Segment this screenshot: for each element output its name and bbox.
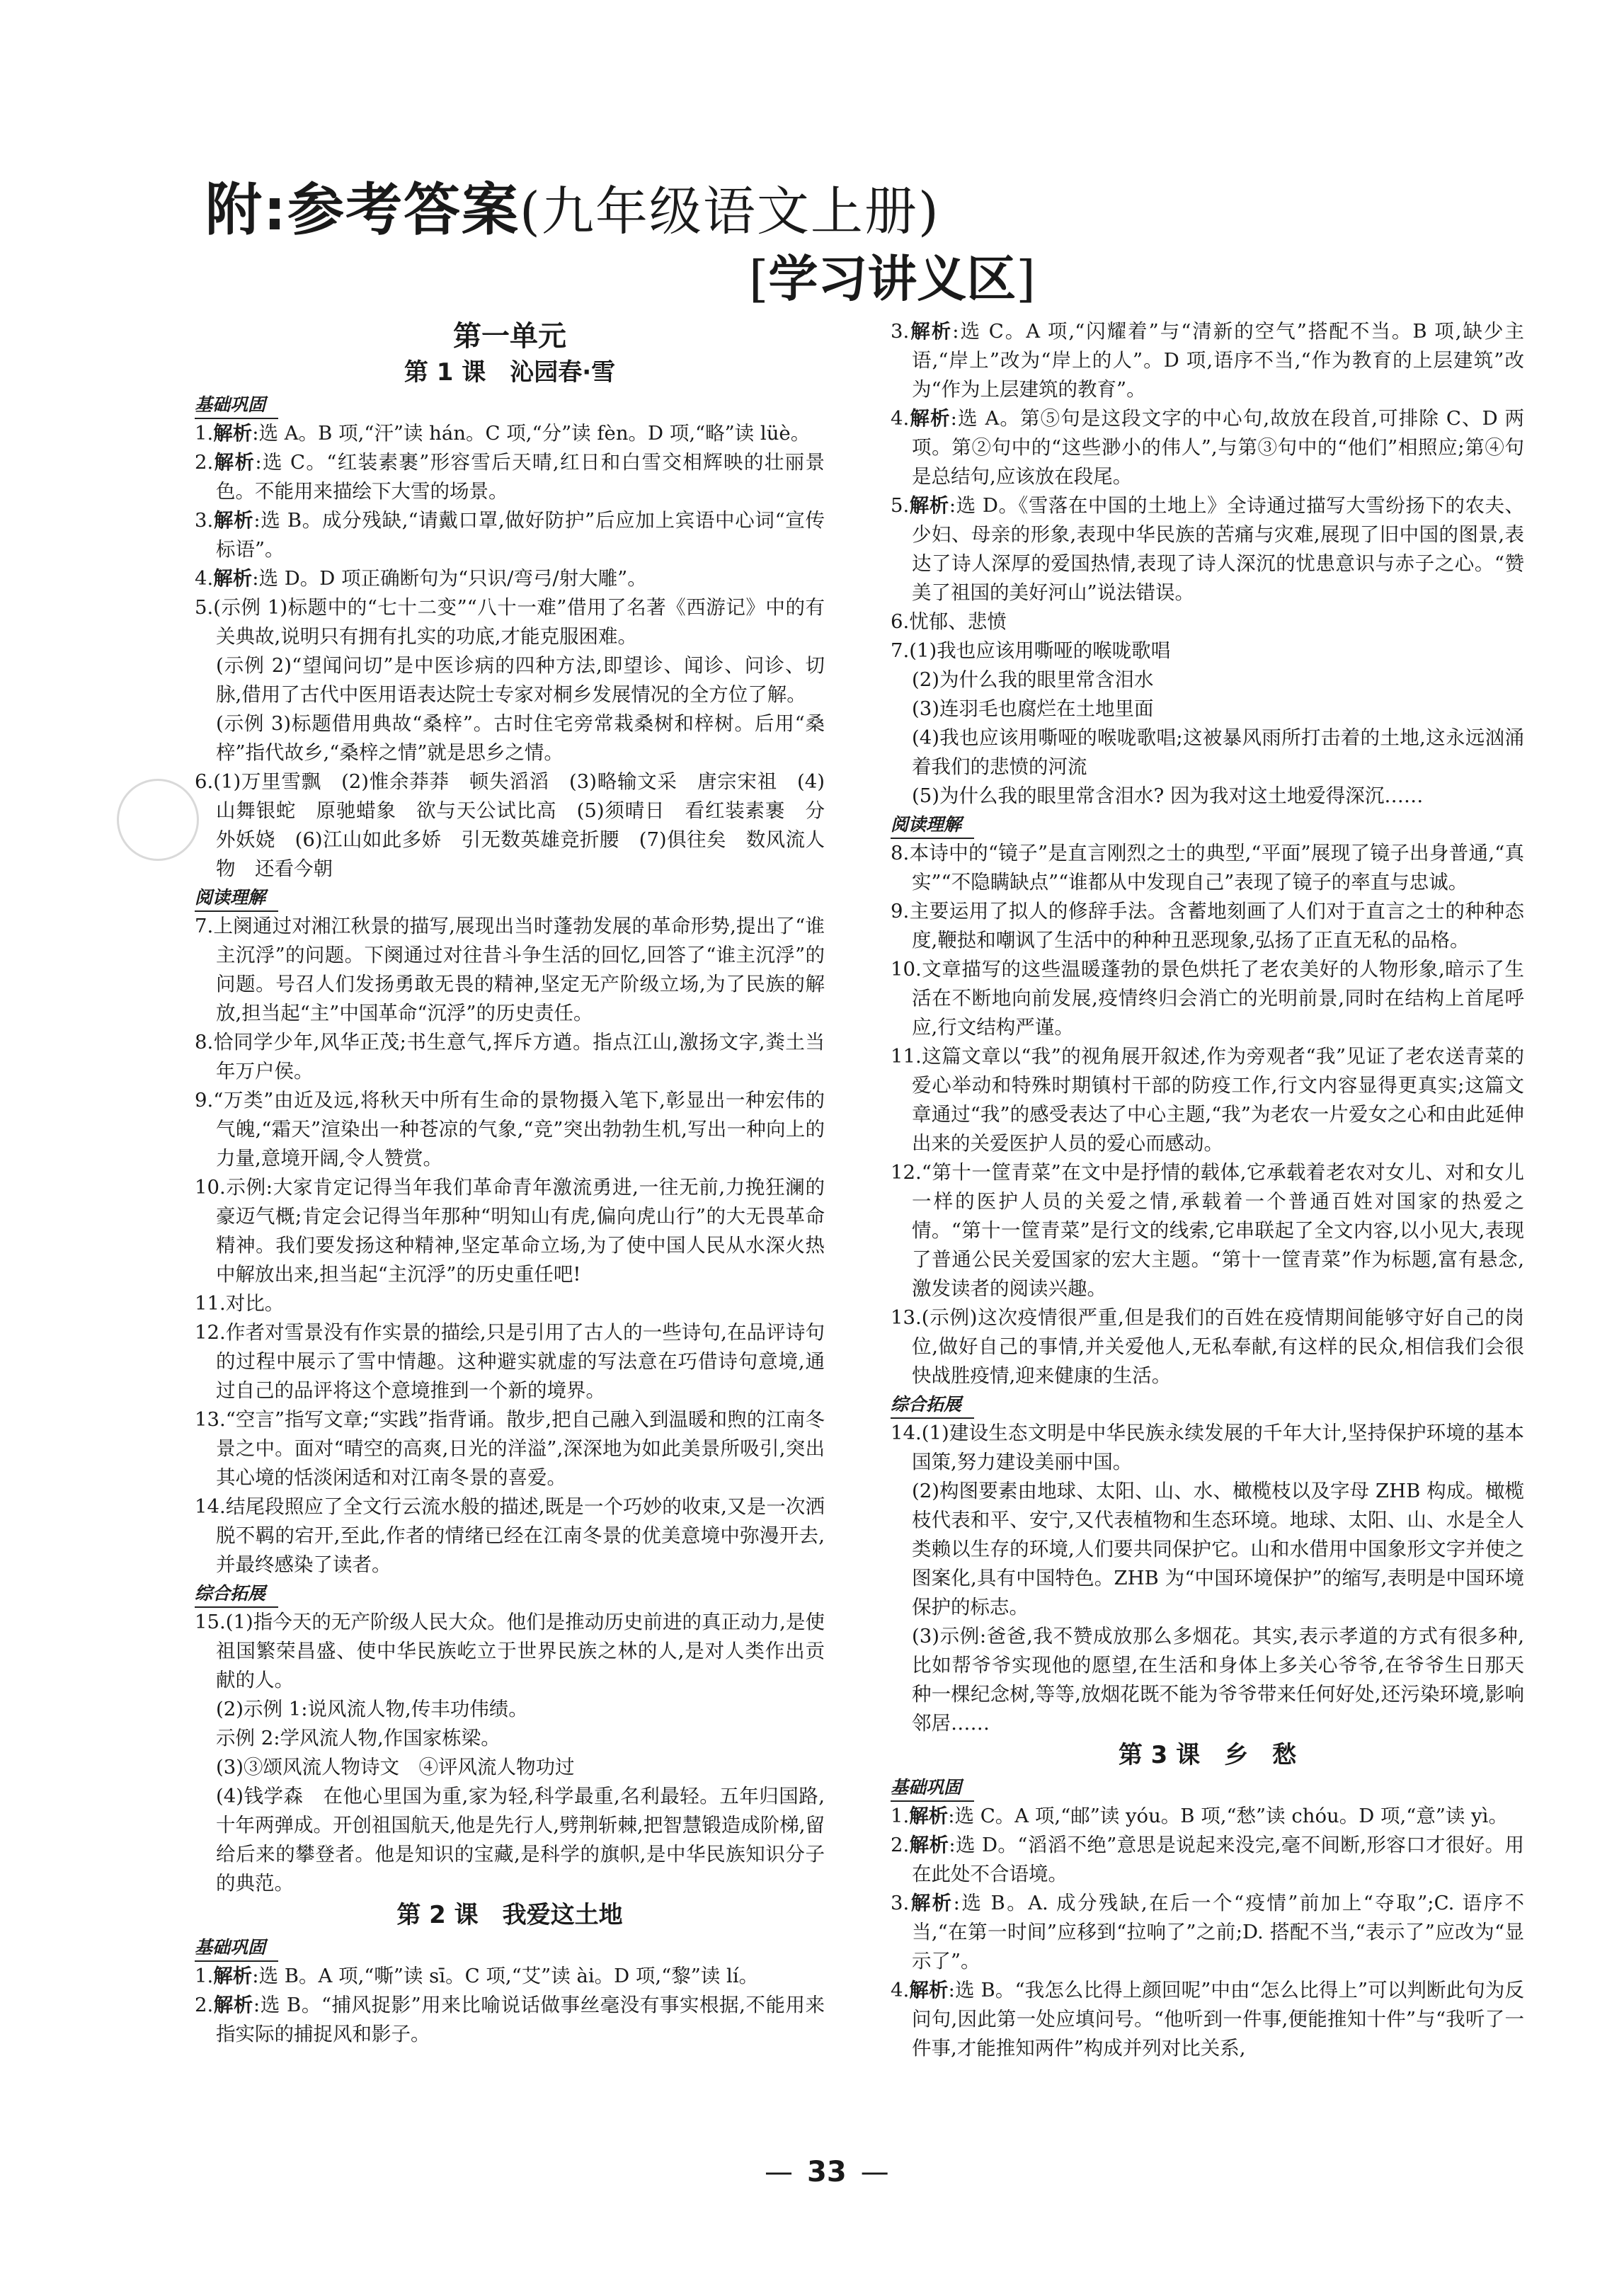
answer-continuation: (4)我也应该用嘶哑的喉咙歌唱;这被暴风雨所打击着的土地,这永远汹涌着我们的悲愤的河流 — [912, 726, 1524, 778]
answer-item: 4.解析:选 A。第⑤句是这段文字的中心句,故放在段首,可排除 C、D 两项。第②句中的“这些渺小的伟人”,与第③句中的“他们”相照应;第④句是总结句,应该放在段尾。 — [891, 407, 1525, 488]
answer-item: 1.解析:选 A。B 项,“汗”读 hán。C 项,“分”读 fèn。D 项,“略”读 lüè。 — [195, 422, 811, 445]
answer-item: 1.解析:选 C。A 项,“邮”读 yóu。B 项,“愁”读 chóu。D 项,“意”读 yì。 — [891, 1805, 1508, 1827]
answer-item: 3.解析:选 B。A. 成分残缺,在后一个“疫情”前加上“夺取”;C. 语序不当,“在第一时间”应移到“拉响了”之前;D. 搭配不当,“表示了”应改为“显示了”。 — [891, 1892, 1525, 1972]
answer-item: 9.“万类”由近及远,将秋天中所有生命的景物摄入笔下,彰显出一种宏伟的气魄,“霜天”渲染出一种苍凉的气象,“竞”突出勃勃生机,写出一种向上的力量,意境开阔,令人赞赏。 — [195, 1089, 825, 1170]
answer-item: 14.(1)建设生态文明是中华民族永续发展的千年大计,坚持保护环境的基本国策,努力建设美丽中国。 — [891, 1422, 1524, 1473]
answer-item: 7.上阕通过对湘江秋景的描写,展现出当时蓬勃发展的革命形势,提出了“谁主沉浮”的问题。下阕通过对往昔斗争生活的回忆,回答了“谁主沉浮”的问题。号召人们发扬勇敢无畏的精神,坚定无产阶级立场,为了民族的解放,担当起“主”中国革命“沉浮”的历史责任。 — [195, 915, 825, 1024]
answer-continuation: (3)示例:爸爸,我不赞成放那么多烟花。其实,表示孝道的方式有很多种,比如帮爷爷实现他的愿望,在生活和身体上多关心爷爷,在爷爷生日那天种一棵纪念树,等等,放烟花既不能为爷爷带来任何好处,还污染环境,影响邻居…… — [912, 1625, 1524, 1735]
answer-continuation: (示例 2)“望闻问切”是中医诊病的四种方法,即望诊、闻诊、问诊、切脉,借用了古代中医用语表达院士专家对桐乡发展情况的全方位了解。 — [216, 654, 825, 706]
section-label: 综合拓展 — [195, 1581, 278, 1608]
lesson-heading: 第 1 课 沁园春·雪 — [404, 358, 616, 387]
answer-item: 2.解析:选 C。“红装素裹”形容雪后天晴,红日和白雪交相辉映的壮丽景色。不能用来描绘下大雪的场景。 — [195, 451, 825, 503]
section-label: 综合拓展 — [891, 1392, 974, 1419]
answer-item: 13.(示例)这次疫情很严重,但是我们的百姓在疫情期间能够守好自己的岗位,做好自己的事情,并关爱他人,无私奉献,有这样的民众,相信我们会很快战胜疫情,迎来健康的生活。 — [891, 1306, 1524, 1387]
answer-continuation: (5)为什么我的眼里常含泪水? 因为我对这土地爱得深沉…… — [912, 784, 1424, 807]
answer-item: 5.解析:选 D。《雪落在中国的土地上》全诗通过描写大雪纷扬下的农夫、少妇、母亲的形象,表现中华民族的苦痛与灾难,展现了旧中国的图景,表达了诗人深厚的爱国热情,表现了诗人深沉的忧患意识与赤子之心。“赞美了祖国的美好河山”说法错误。 — [891, 494, 1524, 604]
answer-item: 7.(1)我也应该用嘶哑的喉咙歌唱 — [891, 639, 1171, 662]
answer-item: 1.解析:选 B。A 项,“嘶”读 sī。C 项,“艾”读 ài。D 项,“黎”读 lí。 — [195, 1965, 759, 1987]
answer-continuation: (2)构图要素由地球、太阳、山、水、橄榄枝以及字母 ZHB 构成。橄榄枝代表和平、安宁,又代表植物和生态环境。地球、太阳、山、水是全人类赖以生存的环境,人们要共同保护它。山和水借用中国象形文字并使之图案化,具有中国特色。ZHB 为“中国环境保护”的缩写,表明是中国环境保护的标志。 — [912, 1480, 1524, 1618]
page-title: 附:参考答案(九年级语文上册) — [205, 177, 940, 243]
answer-item: 14.结尾段照应了全文行云流水般的描述,既是一个巧妙的收束,又是一次洒脱不羁的宕开,至此,作者的情绪已经在江南冬景的优美意境中弥漫开去,并最终感染了读者。 — [195, 1495, 825, 1576]
section-label: 阅读理解 — [891, 812, 974, 839]
page-subtitle: (九年级语文上册) — [520, 181, 940, 242]
answer-item: 10.示例:大家肯定记得当年我们革命青年激流勇进,一往无前,力挽狂澜的豪迈气概;肯定会记得当年那种“明知山有虎,偏向虎山行”的大无畏革命精神。我们要发扬这种精神,坚定革命立场,为了使中国人民从水深火热中解放出来,担当起“主沉浮”的历史重任吧! — [195, 1176, 825, 1286]
section-label: 基础巩固 — [195, 392, 278, 419]
answer-continuation: 示例 2:学风流人物,作国家栋梁。 — [216, 1727, 501, 1749]
answer-item: 6.忧郁、悲愤 — [891, 610, 1007, 633]
unit-heading: 第一单元 — [453, 320, 566, 353]
answer-item: 8.恰同学少年,风华正茂;书生意气,挥斥方遒。指点江山,激扬文字,粪土当年万户侯。 — [195, 1031, 825, 1083]
answer-item: 4.解析:选 B。“我怎么比得上颜回呢”中由“怎么比得上”可以判断此句为反问句,因此第一处应填问号。“他听到一件事,便能推知十件”与“我听了一件事,才能推知两件”构成并列对比关系, — [891, 1979, 1525, 2060]
answer-item: 3.解析:选 B。成分残缺,“请戴口罩,做好防护”后应加上宾语中心词“宣传标语”。 — [195, 509, 825, 561]
left-column — [195, 317, 825, 2049]
answer-item: 8.本诗中的“镜子”是直言刚烈之士的典型,“平面”展现了镜子出身普通,“真实”“不隐瞒缺点”“谁都从中发现自己”表现了镜子的率直与忠诚。 — [891, 842, 1524, 893]
page-number: — 33 — — [765, 2156, 889, 2188]
answer-item: 12.“第十一筐青菜”在文中是抒情的载体,它承载着老农对女儿、对和女儿一样的医护人员的关爱之情,承载着一个普通百姓对国家的热爱之情。“第十一筐青菜”是行文的线索,它串联起了全文内容,以小见大,表现了普通公民关爱国家的宏大主题。“第十一筐青菜”作为标题,富有悬念,激发读者的阅读兴趣。 — [891, 1161, 1524, 1300]
answer-item: 9.主要运用了拟人的修辞手法。含蓄地刻画了人们对于直言之士的种种态度,鞭挞和嘲讽了生活中的种种丑恶现象,弘扬了正直无私的品格。 — [891, 900, 1524, 952]
lesson-heading: 第 2 课 我爱这土地 — [396, 1901, 623, 1929]
faint-stamp-watermark — [117, 779, 199, 861]
answer-item: 12.作者对雪景没有作实景的描绘,只是引用了古人的一些诗句,在品评诗句的过程中展示了雪中情趣。这种避实就虚的写法意在巧借诗句意境,通过自己的品评将这个意境推到一个新的境界。 — [195, 1321, 825, 1402]
answer-continuation: (示例 3)标题借用典故“桑梓”。古时住宅旁常栽桑树和梓树。后用“桑梓”指代故乡,“桑梓之情”就是思乡之情。 — [216, 712, 825, 764]
answer-item: 15.(1)指今天的无产阶级人民大众。他们是推动历史前进的真正动力,是使祖国繁荣昌盛、使中华民族屹立于世界民族之林的人,是对人类作出贡献的人。 — [195, 1611, 825, 1691]
answer-item: 6.(1)万里雪飘 (2)惟余莽莽 顿失滔滔 (3)略输文采 唐宗宋祖 (4)山舞银蛇 原驰蜡象 欲与天公试比高 (5)须晴日 看红装素裹 分外妖娆 (6)江山如此多娇 引无数英雄竞折腰 (7)俱往矣 数风流人物 还看今朝 — [195, 770, 825, 880]
right-column — [891, 317, 1524, 2063]
section-label: 基础巩固 — [891, 1775, 974, 1802]
answer-continuation: (2)示例 1:说风流人物,传丰功伟绩。 — [216, 1698, 528, 1720]
lesson-heading: 第 3 课 乡 愁 — [1118, 1741, 1297, 1769]
answer-item: 5.(示例 1)标题中的“七十二变”“八十一难”借用了名著《西游记》中的有关典故,说明只有拥有扎实的功底,才能克服困难。 — [195, 596, 825, 648]
answer-item: 11.对比。 — [195, 1292, 285, 1315]
answer-continuation: (2)为什么我的眼里常含泪水 — [912, 668, 1154, 691]
answer-continuation: (3)连羽毛也腐烂在土地里面 — [912, 697, 1154, 720]
answer-item: 13.“空言”指写文章;“实践”指背诵。散步,把自己融入到温暖和煦的江南冬景之中。面对“晴空的高爽,日光的洋溢”,深深地为如此美景所吸引,突出其心境的恬淡闲适和对江南冬景的喜爱。 — [195, 1408, 825, 1489]
section-label: 基础巩固 — [195, 1935, 278, 1962]
section-zone-title: [学习讲义区] — [749, 250, 1036, 308]
section-label: 阅读理解 — [195, 885, 278, 912]
answer-item: 2.解析:选 D。“滔滔不绝”意思是说起来没完,毫不间断,形容口才很好。用在此处不合语境。 — [891, 1834, 1524, 1885]
answer-item: 11.这篇文章以“我”的视角展开叙述,作为旁观者“我”见证了老农送青菜的爱心举动和特殊时期镇村干部的防疫工作,行文内容显得更真实;这篇文章通过“我”的感受表达了中心主题,“我”为老农一片爱女之心和由此延伸出来的关爱医护人员的爱心而感动。 — [891, 1045, 1524, 1155]
answer-item: 2.解析:选 B。“捕风捉影”用来比喻说话做事丝毫没有事实根据,不能用来指实际的捕捉风和影子。 — [195, 1994, 825, 2045]
answer-item: 10.文章描写的这些温暖蓬勃的景色烘托了老农美好的人物形象,暗示了生活在不断地向前发展,疫情终归会消亡的光明前景,同时在结构上首尾呼应,行文结构严谨。 — [891, 958, 1524, 1039]
answer-item: 3.解析:选 C。A 项,“闪耀着”与“清新的空气”搭配不当。B 项,缺少主语,“岸上”改为“岸上的人”。D 项,语序不当,“作为教育的上层建筑”改为“作为上层建筑的教育”。 — [891, 320, 1524, 401]
answer-item: 4.解析:选 D。D 项正确断句为“只识/弯弓/射大雕”。 — [195, 567, 647, 590]
answer-continuation: (4)钱学森 在他心里国为重,家为轻,科学最重,名利最轻。五年归国路,十年两弹成。开创祖国航天,他是先行人,劈荆斩棘,把智慧锻造成阶梯,留给后来的攀登者。他是知识的宝藏,是科学的旗帜,是中华民族知识分子的典范。 — [216, 1785, 825, 1895]
answer-continuation: (3)③颂风流人物诗文 ④评风流人物功过 — [216, 1756, 575, 1778]
